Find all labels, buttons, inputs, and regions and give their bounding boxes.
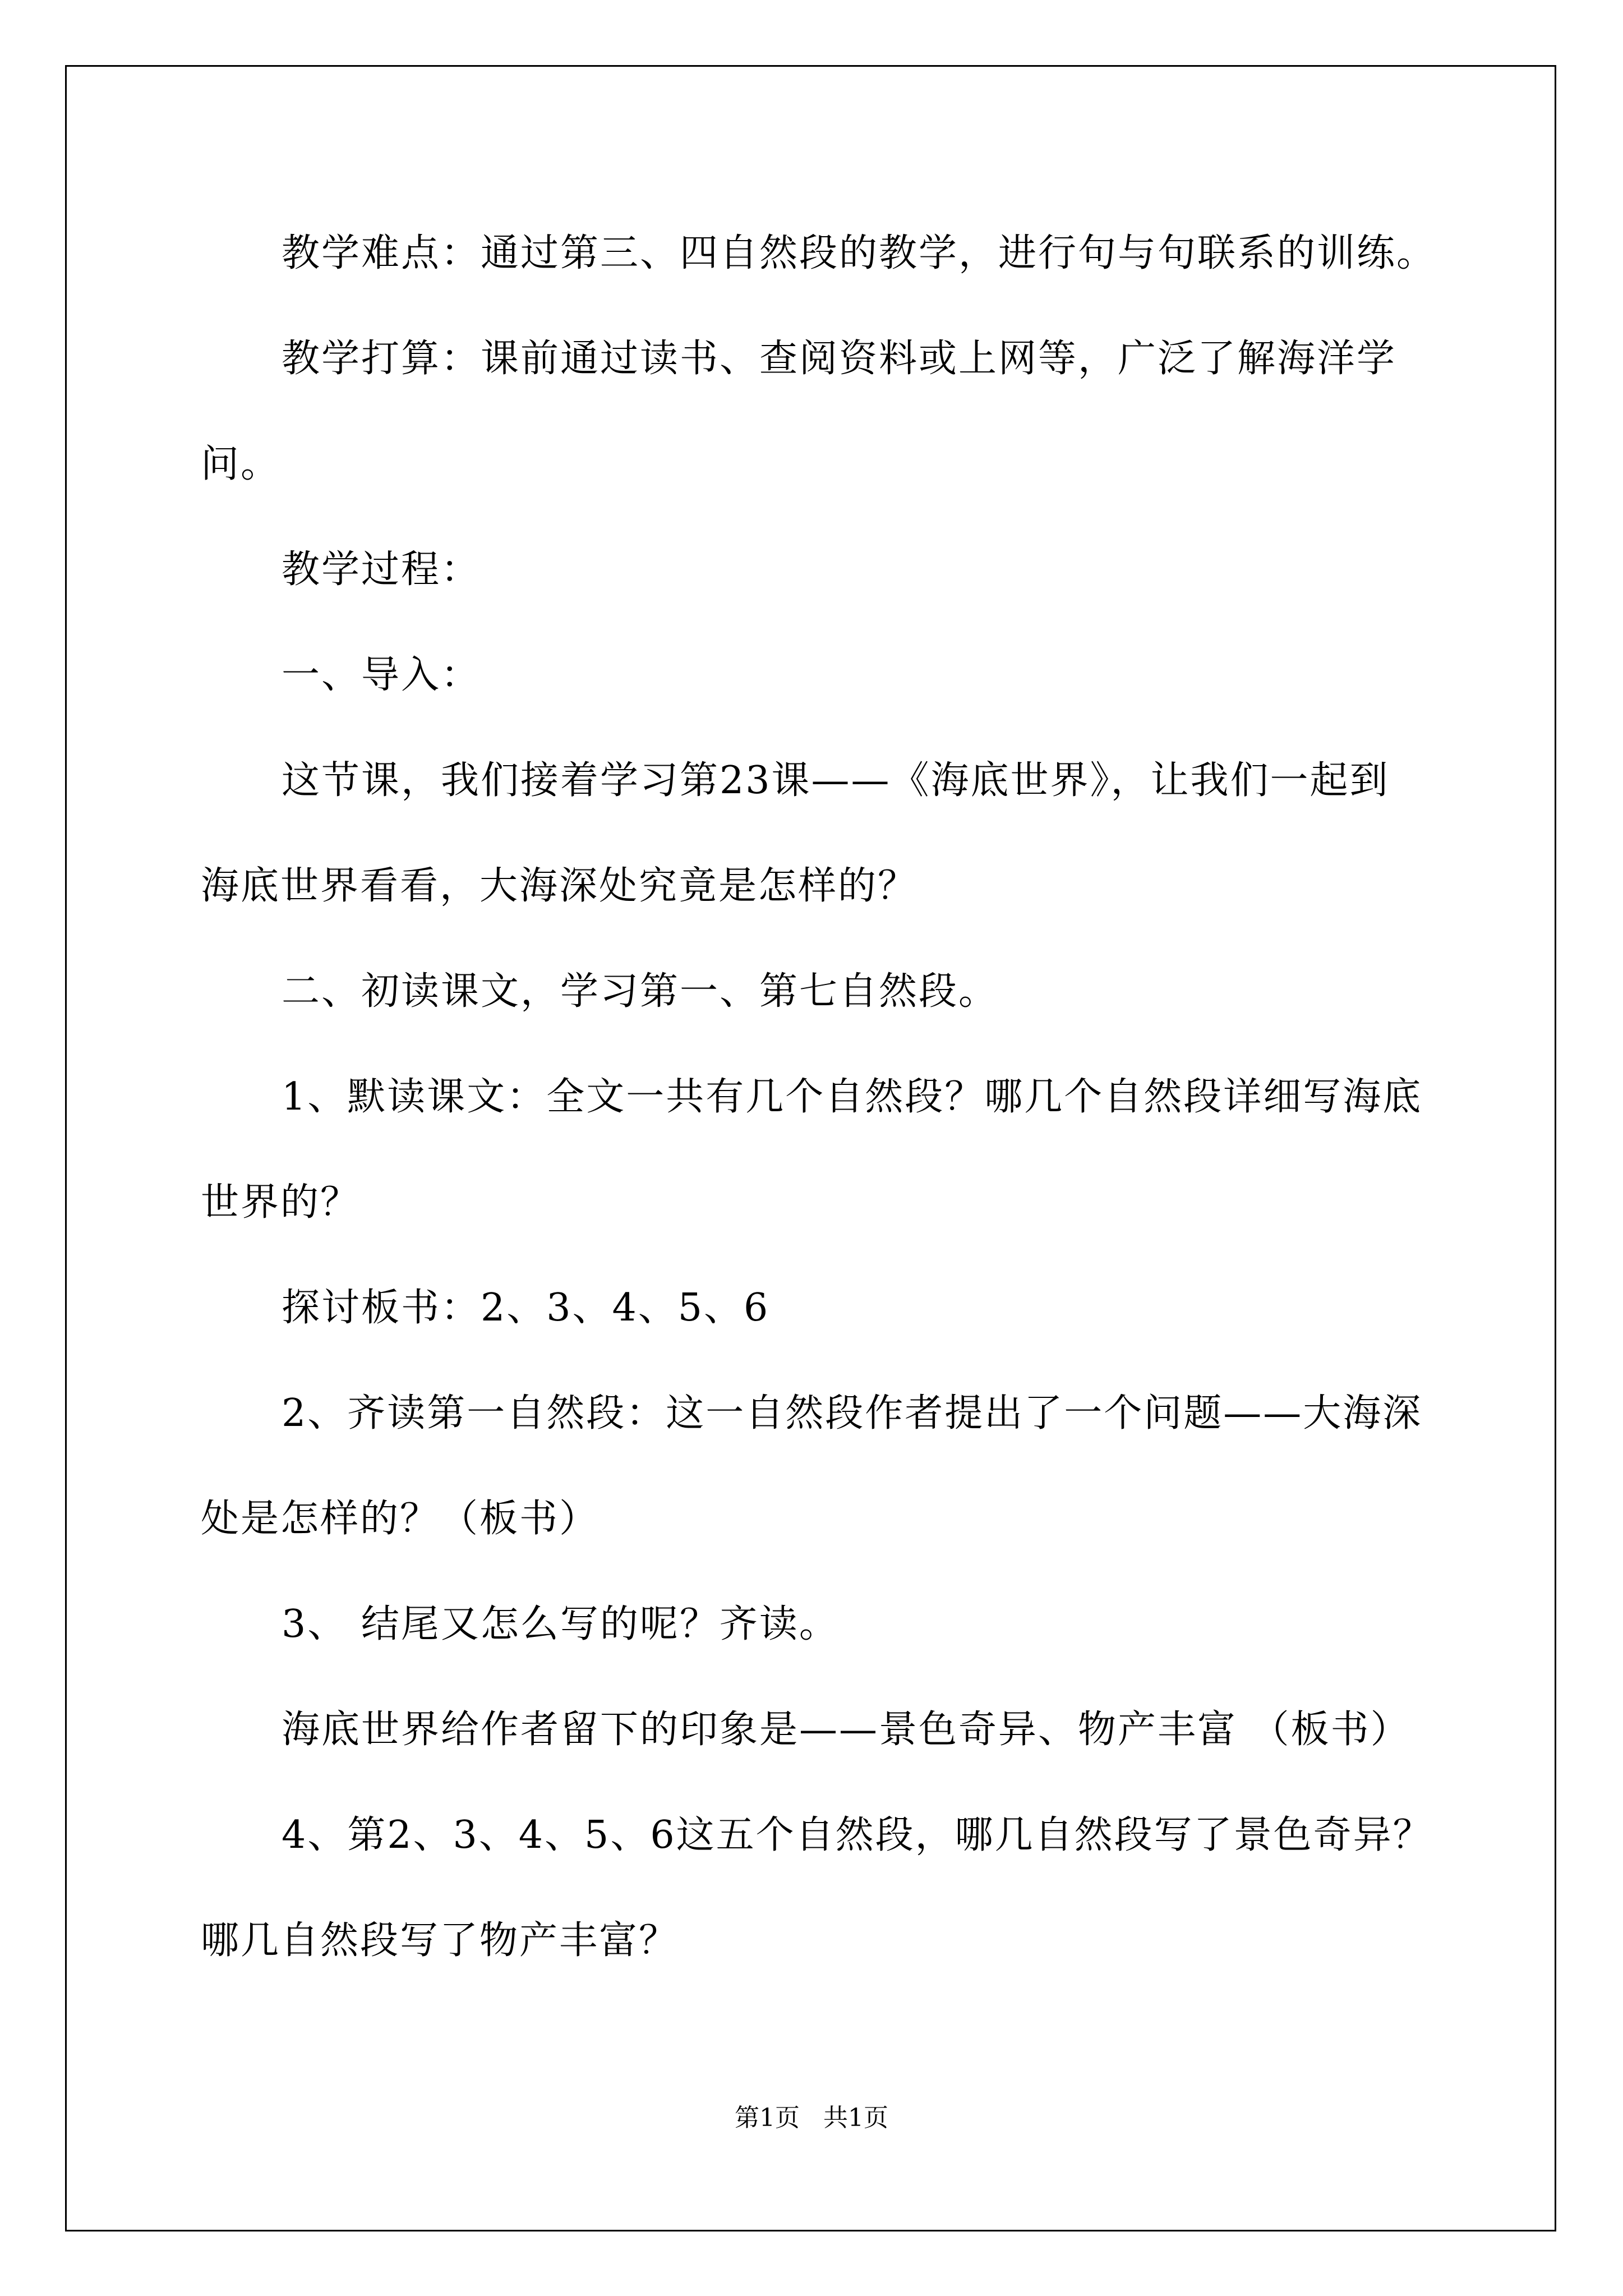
paragraph-teaching-difficulty: 教学难点：通过第三、四自然段的教学，进行句与句联系的训练。 <box>282 231 1437 275</box>
paragraph-step-2: 2、齐读第一自然段：这一自然段作者提出了一个问题——大海深 <box>282 1391 1423 1435</box>
paragraph-teaching-preparation-cont: 问。 <box>201 442 281 486</box>
paragraph-board-writing: 探讨板书：2、3、4、5、6 <box>282 1286 770 1330</box>
paragraph-step-2-cont: 处是怎样的？（板书） <box>201 1497 600 1541</box>
heading-teaching-process: 教学过程： <box>282 547 481 592</box>
heading-introduction: 一、导入： <box>282 653 481 697</box>
paragraph-step-3: 3、 结尾又怎么写的呢？齐读。 <box>282 1602 839 1646</box>
page-border <box>65 65 1556 2231</box>
paragraph-step-1-cont: 世界的？ <box>201 1180 361 1225</box>
paragraph-intro-text: 这节课，我们接着学习第23课——《海底世界》，让我们一起到 <box>282 758 1390 803</box>
paragraph-teaching-preparation: 教学打算：课前通过读书、查阅资料或上网等，广泛了解海洋学 <box>282 337 1397 381</box>
paragraph-step-4: 4、第2、3、4、5、6这五个自然段，哪几自然段写了景色奇异？ <box>282 1813 1433 1857</box>
paragraph-impression: 海底世界给作者留下的印象是——景色奇异、物产丰富 （板书） <box>282 1708 1410 1752</box>
page-number-footer: 第1页 共1页 <box>735 2104 888 2132</box>
paragraph-intro-text-cont: 海底世界看看，大海深处究竟是怎样的？ <box>201 864 918 908</box>
paragraph-step-1: 1、默读课文：全文一共有几个自然段？哪几个自然段详细写海底 <box>282 1075 1423 1119</box>
heading-first-reading: 二、初读课文，学习第一、第七自然段。 <box>282 969 999 1014</box>
paragraph-step-4-cont: 哪几自然段写了物产丰富？ <box>201 1918 679 1963</box>
